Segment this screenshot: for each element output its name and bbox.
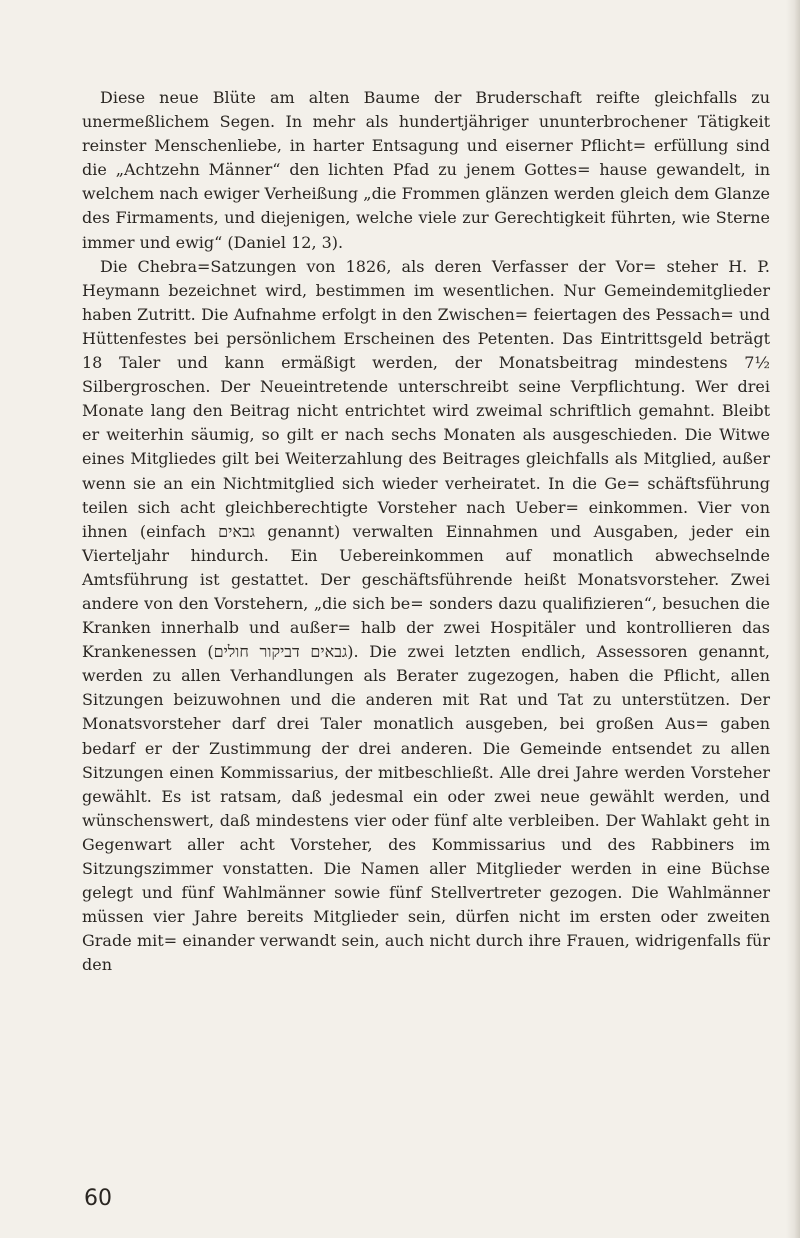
paragraph-2: Die Chebra=Satzungen von 1826, als deren Verfasser der Vor= steher H. P. Heymann bezeichnet wird, bestimmen im wesentlichen. Nur Gemeindemitglieder haben Zutritt. Die Aufnahme erfolgt in den Zwischen= feiertagen des Pessach= und Hüttenfestes bei persönlichem Erscheinen des Petenten. Das Eintrittsgeld beträgt 18 Taler und kann ermäßigt werden, der Monatsbeitrag mindestens 7½ Silbergroschen. Der Neueintretende unterschreibt seine Verpflichtung. Wer drei Monate lang den Beitrag nicht entrichtet wird zweimal schriftlich gemahnt. Bleibt er weiterhin säumig, so gilt er nach sechs Monaten als ausgeschieden. Die Witwe eines Mitgliedes gilt bei Weiterzahlung des Beitrages gleichfalls als Mitglied, außer wenn sie an ein Nichtmitglied sich wieder verheiratet. In die Ge= schäftsführung teilen sich acht gleichberechtigte Vorsteher nach Ueber= einkommen. Vier von ihnen (einfach גבאים genannt) verwalten Einnahmen und Ausgaben, jeder ein Vierteljahr hindurch. Ein Uebereinkommen auf monatlich abwechselnde Amtsführung ist gestattet. Der geschäftsführende heißt Monatsvorsteher. Zwei andere von den Vorstehern, „die sich be= sonders dazu qualifizieren“, besuchen die Kranken innerhalb und außer= halb der zwei Hospitäler und kontrollieren das Krankenessen (גבאים דביקור חולים). Die zwei letzten endlich, Assessoren genannt, werden zu allen Verhandlungen als Berater zugezogen, haben die Pflicht, allen Sitzungen beizuwohnen und die anderen mit Rat und Tat zu unterstützen. Der Monatsvorsteher darf drei Taler monatlich ausgeben, bei großen Aus= gaben bedarf er der Zustimmung der drei anderen. Die Gemeinde entsendet zu allen Sitzungen einen Kommissarius, der mitbeschließt. Alle drei Jahre werden Vorsteher gewählt. Es ist ratsam, daß jedesmal ein oder zwei neue gewählt werden, und wünschenswert, daß mindestens vier oder fünf alte verbleiben. Der Wahlakt geht in Gegenwart aller acht Vorsteher, des Kommissarius und des Rabbiners im Sitzungszimmer vonstatten. Die Namen aller Mitglieder werden in eine Büchse gelegt und fünf Wahlmänner sowie fünf Stellvertreter gezogen. Die Wahlmänner müssen vier Jahre bereits Mitglieder sein, dürfen nicht im ersten oder zweiten Grade mit= einander verwandt sein, auch nicht durch ihre Frauen, widrigenfalls für den	[82, 256, 771, 975]
page-edge-shadow	[786, 0, 800, 1238]
paragraph-1: Diese neue Blüte am alten Baume der Bruderschaft reifte gleichfalls zu unermeßlichem Segen. In mehr als hundertjähriger ununterbrochener Tätigkeit reinster Menschenliebe, in harter Entsagung und eiserner Pflicht= erfüllung sind die „Achtzehn Männer“ den lichten Pfad zu jenem Gottes= hause gewandelt, in welchem nach ewiger Verheißung „die Frommen glänzen werden gleich dem Glanze des Firmaments, und diejenigen, welche viele zur Gerechtigkeit führten, wie Sterne immer und ewig“ (Daniel 12, 3).	[82, 88, 770, 252]
body-text	[82, 86, 770, 977]
page-number: 60	[84, 1186, 112, 1211]
